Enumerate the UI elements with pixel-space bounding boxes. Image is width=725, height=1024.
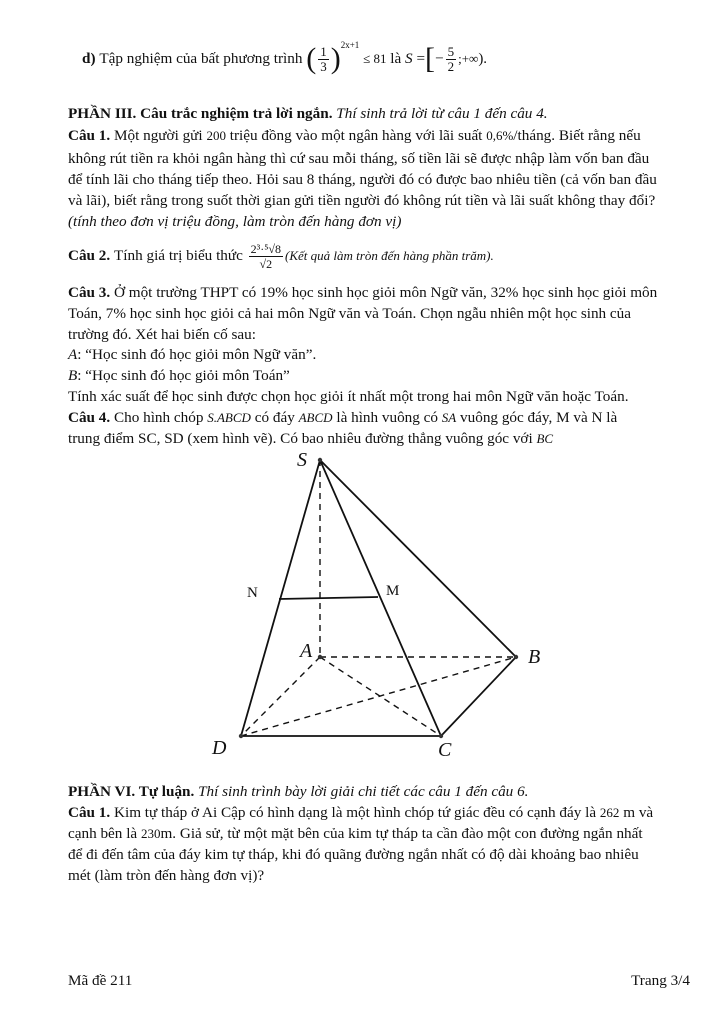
q1-amount: 200 xyxy=(206,128,226,143)
label-s: S xyxy=(297,449,307,471)
q1-line3: để tính lãi cho tháng tiếp theo. Hỏi sau 8 tháng, người đó có được bao nhiêu tiền (cả vốn ban đầu xyxy=(68,171,657,188)
essay1-label: Câu 1. xyxy=(68,804,111,821)
minus: − xyxy=(435,50,444,67)
part6-heading xyxy=(68,782,528,802)
event-a-var: A xyxy=(68,346,78,363)
q4-text-e: trung điểm SC, SD (xem hình vẽ). Có bao nhiêu đường thẳng vuông góc với xyxy=(68,430,533,447)
answer-tail: ;+∞ xyxy=(458,51,479,66)
q3-label: Câu 3. xyxy=(68,284,111,301)
event-b-var: B xyxy=(68,367,78,384)
q1-text-a: Một người gửi xyxy=(114,127,203,144)
essay1-line1 xyxy=(68,803,653,823)
part6-title: PHẦN VI. Tự luận. xyxy=(68,783,195,800)
q4-bc: BC xyxy=(536,431,554,446)
q1-line4: và lãi), biết rằng trong suốt thời gian gửi tiền người đó không rút tiền và lãi suất không thay đổi? xyxy=(68,192,656,209)
point-b xyxy=(514,655,518,659)
bracket-close: ). xyxy=(478,51,488,67)
label-a: A xyxy=(300,640,313,662)
label-n: N xyxy=(247,585,258,601)
event-a-text: : “Học sinh đó học giỏi môn Ngữ văn”. xyxy=(77,346,317,363)
inequality: ≤ 81 xyxy=(363,51,387,66)
essay1-base-len: 262 xyxy=(599,805,620,820)
q4-text-b: có đáy xyxy=(254,409,295,426)
point-d xyxy=(239,734,243,738)
la-text: là xyxy=(390,50,402,67)
q1-label: Câu 1. xyxy=(68,127,111,144)
footer-code: Mã đề 211 xyxy=(68,972,133,989)
q1-line2: không rút tiền ra khỏi ngân hàng thì cứ sau mỗi tháng, số tiền lãi sẽ được nhập làm vốn ban đầu xyxy=(68,150,650,167)
q3-question: Tính xác suất để học sinh được chọn học giỏi ít nhất một trong hai môn Ngữ văn hoặc Toán. xyxy=(68,388,629,405)
essay1-text-d: m. Giả sử, từ một mặt bên của kim tự tháp ta cần đào một con đường ngắn nhất xyxy=(160,825,643,842)
part6-instruction: Thí sinh trình bày lời giải chi tiết các câu 1 đến câu 6. xyxy=(198,783,529,800)
point-a xyxy=(318,655,322,659)
diag-db xyxy=(241,657,516,736)
segment-nm xyxy=(279,597,378,599)
edge-cb xyxy=(441,657,516,736)
edge-sb xyxy=(320,460,516,657)
q2-text: Tính giá trị biểu thức xyxy=(114,247,243,264)
essay1-side-len: 230 xyxy=(140,826,161,841)
bracket-open: [ xyxy=(425,42,436,75)
q1-text-c: /tháng. Biết rằng nếu xyxy=(513,127,641,144)
q2-expr-den: √2 xyxy=(259,256,273,271)
essay1-line4: mét (làm tròn đến hàng đơn vị)? xyxy=(68,867,265,884)
point-s xyxy=(318,458,322,462)
q1-note-text: (tính theo đơn vị triệu đồng, làm tròn đến hàng đơn vị) xyxy=(68,213,402,230)
base-fraction: $\frac{1}{3}$ xyxy=(320,43,327,74)
essay1-line3: để đi đến tâm của đáy kim tự tháp, khi đó quãng đường ngắn nhất có độ dài khoảng bao nhiêu xyxy=(68,846,639,863)
label-c: C xyxy=(438,739,452,761)
q2-label: Câu 2. xyxy=(68,247,111,264)
q4-sa: SA xyxy=(441,410,457,425)
essay1-text-c: cạnh bên là xyxy=(68,825,138,842)
q1-rate: 0,6% xyxy=(486,128,514,143)
paren-left: ( xyxy=(306,42,317,75)
q4-text-a: Cho hình chóp xyxy=(114,409,204,426)
exponent: 2x+1 xyxy=(340,40,360,50)
paren-right: ) xyxy=(330,42,341,75)
q3-line2: Toán, 7% học sinh học giỏi cả hai môn Ngữ văn và Toán. Chọn ngẫu nhiên một học sinh của xyxy=(68,305,632,322)
q4-text-d: vuông góc đáy, M và N là xyxy=(460,409,618,426)
answer-fraction: $\frac{5}{2}$ xyxy=(447,43,455,74)
d-text: Tập nghiệm của bất phương trình xyxy=(99,50,303,67)
point-c xyxy=(439,734,443,738)
label-m: M xyxy=(386,583,400,599)
q2-note: (Kết quả làm tròn đến hàng phần trăm). xyxy=(285,248,494,263)
label-b: B xyxy=(528,646,541,668)
set-s: S xyxy=(405,50,413,67)
label-d: D xyxy=(212,737,227,759)
q3-text-1: Ở một trường THPT có 19% học sinh học giỏi môn Ngữ văn, 32% học sinh học giỏi môn xyxy=(114,284,658,301)
q2-expr-num: 2³·⁵√8 xyxy=(250,241,282,256)
part3-title: PHẦN III. Câu trắc nghiệm trả lời ngắn. xyxy=(68,105,333,122)
q4-pyramid: S.ABCD xyxy=(207,410,251,425)
equals: = xyxy=(416,50,426,67)
d-label: d) xyxy=(82,50,96,67)
essay1-text-a: Kim tự tháp ở Ai Cập có hình dạng là một hình chóp tứ giác đều có cạnh đáy là xyxy=(114,804,597,821)
q4-label: Câu 4. xyxy=(68,409,111,426)
part3-instruction: Thí sinh trả lời từ câu 1 đến câu 4. xyxy=(336,105,548,122)
q4-base: ABCD xyxy=(298,410,333,425)
essay1-line2 xyxy=(68,824,643,844)
footer-page: Trang 3/4 xyxy=(631,972,690,989)
q4-text-c: là hình vuông có xyxy=(336,409,438,426)
q1-text-b: triệu đồng vào một ngân hàng với lãi suất xyxy=(229,127,483,144)
event-b-text: : “Học sinh đó học giỏi môn Toán” xyxy=(77,367,290,384)
essay1-text-b: m và xyxy=(623,804,654,821)
q3-line3: trường đó. Xét hai biến cố sau: xyxy=(68,326,256,343)
